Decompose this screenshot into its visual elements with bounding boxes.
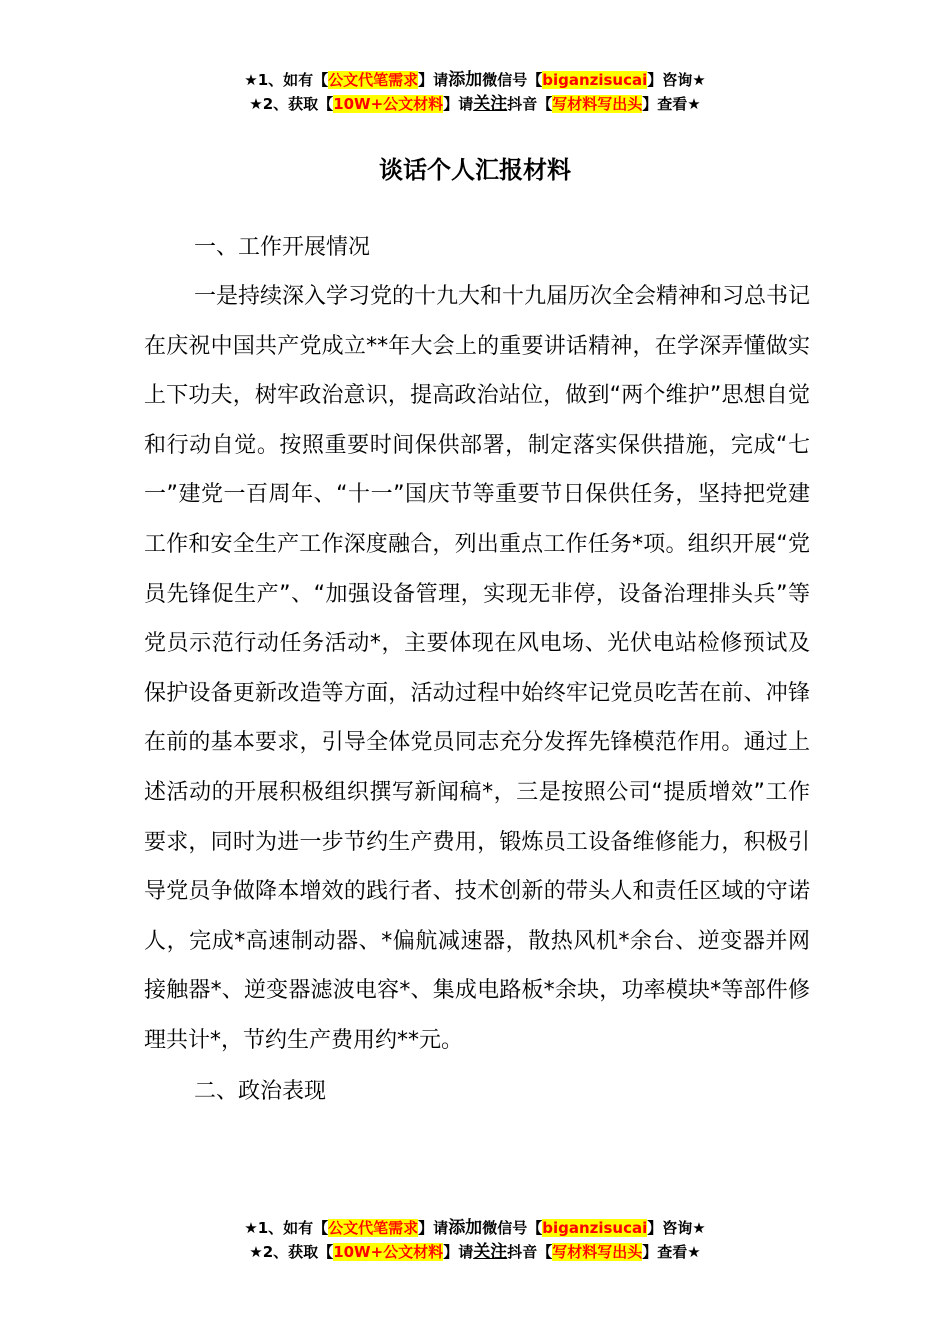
promo-line-2: [0, 1240, 950, 1264]
promo-text: 】请: [418, 1219, 449, 1237]
promo-text: ★2、获取【: [249, 1243, 334, 1261]
promo-text: 抖音【: [507, 95, 553, 113]
promo-text: 微信号【: [482, 71, 543, 89]
promo-text: 】查看★: [642, 1243, 701, 1261]
promo-highlight: 10W+公文材料: [333, 1243, 444, 1261]
promo-highlight-wechat: biganzisucai: [542, 1219, 648, 1237]
body-paragraph: [144, 272, 810, 1066]
promo-banner-bottom: [0, 1216, 950, 1264]
promo-banner-top: [0, 68, 950, 116]
promo-emphasis: 添加: [448, 70, 483, 90]
promo-text: 抖音【: [507, 1243, 553, 1261]
promo-emphasis: 添加: [448, 1218, 483, 1238]
promo-highlight: 公文代笔需求: [328, 71, 419, 89]
promo-text: ★1、如有【: [244, 1219, 329, 1237]
promo-highlight-wechat: biganzisucai: [542, 71, 648, 89]
promo-line-2: [0, 92, 950, 116]
promo-text: ★2、获取【: [249, 95, 334, 113]
promo-text: 】请: [443, 1243, 474, 1261]
promo-highlight: 公文代笔需求: [328, 1219, 419, 1237]
promo-text: 】查看★: [642, 95, 701, 113]
paragraph-text: 一是持续深入学习党的十九大和十九届历次全会精神和习总书记在庆祝中国共产党成立**年大会上的重要讲话精神，在学深弄懂做实上下功夫，树牢政治意识，提高政治站位，做到“两个维护”思想自觉和行动自觉。按照重要时间保供部署，制定落实保供措施，完成“七一”建党一百周年、“十一”国庆节等重要节日保供任务，坚持把党建工作和安全生产工作深度融合，列出重点工作任务*项。组织开展“党员先锋促生产”、“加强设备管理，实现无非停，设备治理排头兵”等党员示范行动任务活动*，主要体现在风电场、光伏电站检修预试及保护设备更新改造等方面，活动过程中始终牢记党员吃苦在前、冲锋在前的基本要求，引导全体党员同志充分发挥先锋模范作用。通过上述活动的开展积极组织撰写新闻稿*，三是按照公司“提质增效”工作要求，同时为进一步节约生产费用，锻炼员工设备维修能力，积极引导党员争做降本增效的践行者、技术创新的带头人和责任区域的守诺人，完成*高速制动器、*偏航减速器，散热风机*余台、逆变器并网接触器*、逆变器滤波电容*、集成电路板*余块，功率模块*等部件修理共计*，节约生产费用约**元。: [144, 284, 811, 1053]
promo-emphasis: 关注: [473, 94, 508, 114]
promo-emphasis: 关注: [473, 1242, 508, 1262]
document-title: 谈话个人汇报材料: [379, 156, 571, 184]
section-heading-2: 二、政治表现: [194, 1079, 327, 1104]
promo-text: 】请: [443, 95, 474, 113]
promo-text: 】咨询★: [647, 1219, 706, 1237]
promo-text: 微信号【: [482, 1219, 543, 1237]
promo-text: 】请: [418, 71, 449, 89]
promo-text: ★1、如有【: [244, 71, 329, 89]
promo-highlight-douyin: 写材料写出头: [552, 1243, 643, 1261]
promo-line-1: [0, 1216, 950, 1240]
promo-highlight-douyin: 写材料写出头: [552, 95, 643, 113]
section-heading-1: 一、工作开展情况: [194, 235, 371, 260]
promo-text: 】咨询★: [647, 71, 706, 89]
promo-line-1: [0, 68, 950, 92]
promo-highlight: 10W+公文材料: [333, 95, 444, 113]
